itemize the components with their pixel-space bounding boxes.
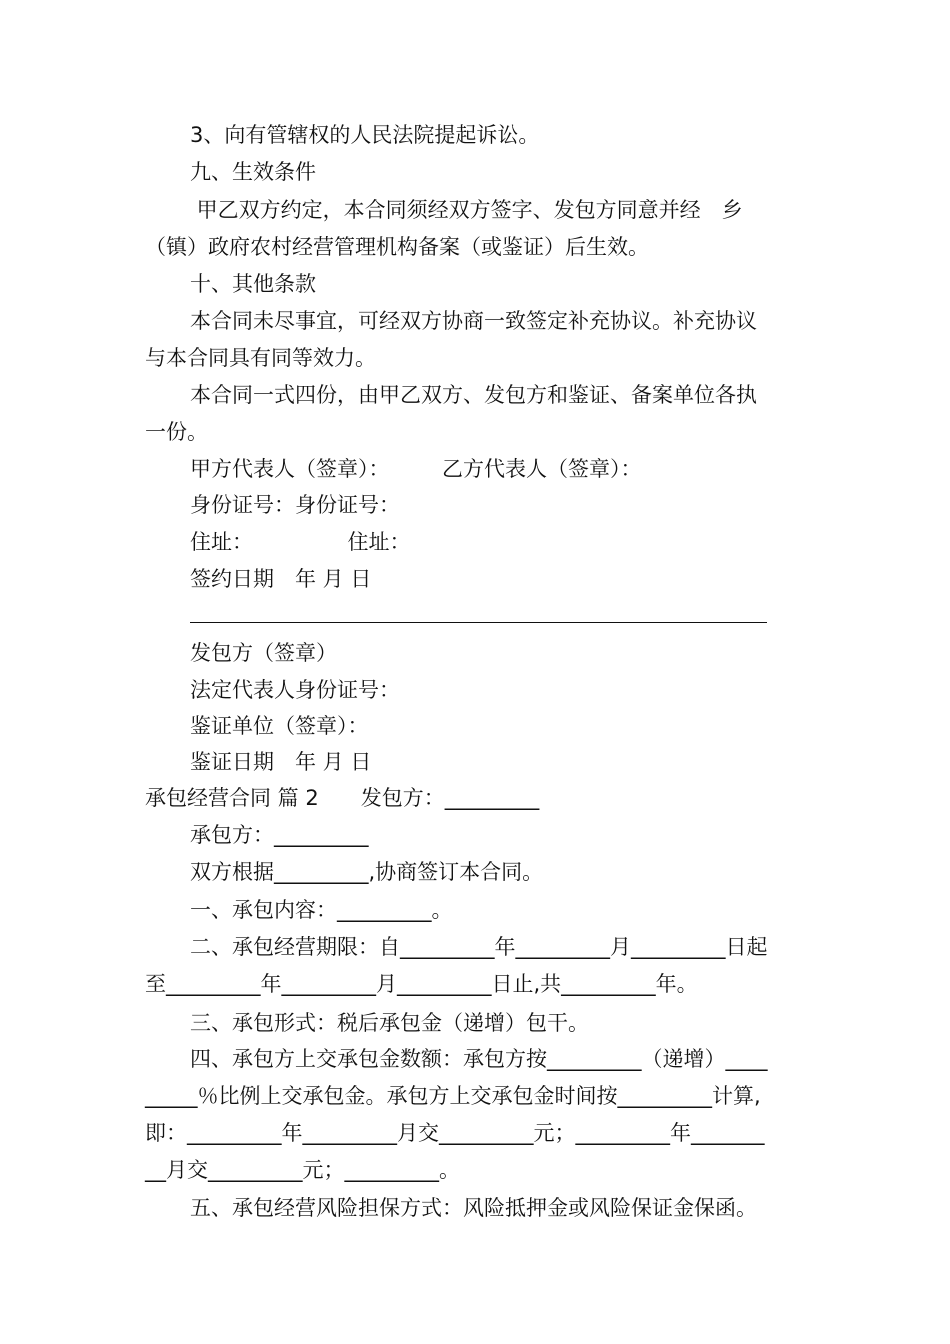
section-9-heading: 九、生效条件: [190, 160, 316, 184]
section-10-heading: 十、其他条款: [190, 272, 316, 296]
horizontal-divider: [190, 622, 767, 623]
clause-4-amount-line-2: _____％比例上交承包金。承包方上交承包金时间按_________计算,: [145, 1084, 761, 1108]
clause-5-guarantee: 五、承包经营风险担保方式：风险抵押金或风险保证金保函。: [190, 1196, 757, 1220]
contractor-party-line: 承包方：_________: [190, 823, 369, 847]
clause-2-term-line-2: 至_________年_________月_________日止,共_________年。: [145, 972, 698, 996]
address-line: 住址： 住址：: [190, 530, 411, 554]
basis-line: 双方根据_________,协商签订本合同。: [190, 860, 544, 884]
clause-2-term-line-1: 二、承包经营期限：自_________年_________月_________日起: [190, 935, 768, 959]
clause-3-litigation: 3、向有管辖权的人民法院提起诉讼。: [190, 123, 540, 147]
section-9-text-line-2: （镇）政府农村经营管理机构备案（或鉴证）后生效。: [145, 235, 649, 259]
contractor-issuer-seal-line: 发包方（签章）: [190, 641, 337, 665]
representatives-signature-line: 甲方代表人（签章）： 乙方代表人（签章）：: [190, 457, 642, 481]
section-10-text-line-2: 与本合同具有同等效力。: [145, 346, 376, 370]
id-number-line: 身份证号：身份证号：: [190, 493, 400, 517]
clause-4-amount-line-1: 四、承包方上交承包金数额：承包方按_________（递增）____: [190, 1047, 768, 1071]
notary-unit-seal-line: 鉴证单位（签章）：: [190, 714, 369, 738]
copies-text-line-1: 本合同一式四份，由甲乙双方、发包方和鉴证、备案单位各执: [190, 383, 757, 407]
clause-4-amount-line-4: __月交_________元；_________。: [145, 1158, 460, 1182]
legal-rep-id-line: 法定代表人身份证号：: [190, 678, 400, 702]
section-10-text-line-1: 本合同未尽事宜，可经双方协商一致签定补充协议。补充协议: [190, 309, 757, 333]
clause-1-content: 一、承包内容：_________。: [190, 898, 453, 922]
signing-date-line: 签约日期 年 月 日: [190, 567, 372, 591]
contract-2-title-line: 承包经营合同 篇 2 发包方：_________: [145, 786, 540, 810]
section-9-text-line-1: 甲乙双方约定，本合同须经双方签字、发包方同意并经 乡: [190, 198, 743, 222]
clause-3-form: 三、承包形式：税后承包金（递增）包干。: [190, 1011, 589, 1035]
copies-text-line-2: 一份。: [145, 420, 208, 444]
notary-date-line: 鉴证日期 年 月 日: [190, 750, 372, 774]
clause-4-amount-line-3: 即：_________年_________月交_________元；_________年_______: [145, 1121, 765, 1145]
